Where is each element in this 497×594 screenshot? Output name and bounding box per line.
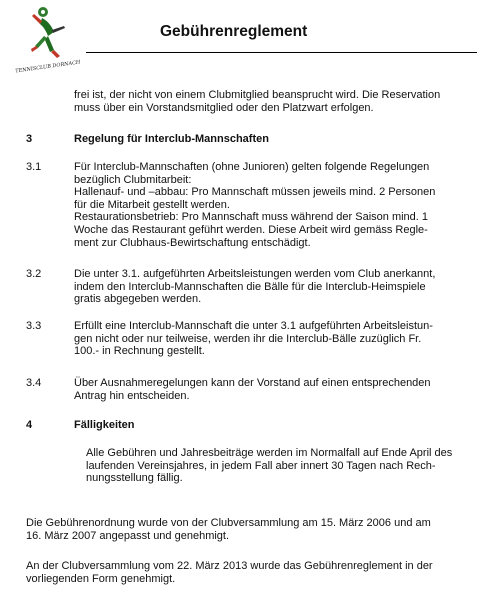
section-3-heading: Regelung für Interclub-Mannschaften — [74, 133, 269, 145]
item-3-3-text — [74, 320, 476, 358]
closing-paragraph-1 — [26, 517, 476, 542]
item-3-1-text — [74, 161, 476, 249]
tennis-player-icon — [31, 7, 65, 58]
text-line: An der Clubversammlung vom 22. März 2013 wurde das Gebührenreglement in der — [26, 560, 433, 572]
text-line: laufenden Vereinsjahres, in jedem Fall aber innert 30 Tagen nach Rech- — [86, 459, 436, 472]
item-3-2-text — [74, 268, 476, 306]
text-line: vorliegenden Form genehmigt. — [26, 572, 176, 585]
text-line: 100.- in Rechnung gestellt. — [74, 345, 205, 358]
intro-paragraph — [74, 89, 476, 114]
closing-paragraph-2 — [26, 560, 476, 585]
text-line: Restaurationsbetrieb: Pro Mannschaft muss während der Saison mind. 1 — [74, 211, 429, 224]
text-line: gratis abgegeben werden. — [74, 293, 202, 306]
item-3-4-number: 3.4 — [26, 377, 42, 389]
section-4-text — [86, 447, 476, 485]
section-4-heading: Fälligkeiten — [74, 419, 135, 431]
text-line: 16. März 2007 angepasst und genehmigt. — [26, 529, 230, 542]
page-title: Gebührenreglement — [160, 23, 308, 40]
text-line: Die unter 3.1. aufgeführten Arbeitsleistungen werden vom Club anerkannt, — [74, 268, 436, 280]
item-3-3-number: 3.3 — [26, 320, 42, 332]
text-line: frei ist, der nicht von einem Clubmitglied beansprucht wird. Die Reservation — [74, 89, 441, 101]
text-line: Die Gebührenordnung wurde von der Clubversammlung am 15. März 2006 und am — [26, 517, 431, 529]
text-line: muss über ein Vorstandsmitglied oder den Platzwart erfolgen. — [74, 101, 374, 114]
section-3-number: 3 — [26, 133, 33, 145]
text-line: Erfüllt eine Interclub-Mannschaft die unter 3.1 aufgeführten Arbeitsleistun- — [74, 320, 433, 332]
text-line: Hallenauf- und –abbau: Pro Mannschaft müssen jeweils mind. 2 Personen — [74, 186, 436, 199]
text-line: Woche das Restaurant geführt werden. Diese Arbeit wird gemäss Regle- — [74, 223, 428, 236]
item-3-2-number: 3.2 — [26, 268, 42, 280]
logo-text: TENNISCLUB DORNACH — [14, 59, 81, 75]
section-4-number: 4 — [26, 419, 33, 431]
text-line: gen nicht oder nur teilweise, werden ihr die Interclub-Bälle zuzüglich Fr. — [74, 332, 422, 345]
text-line: Antrag hin entscheiden. — [74, 389, 190, 402]
text-line: bezüglich Clubmitarbeit: — [74, 173, 192, 186]
text-line: für die Mitarbeit gestellt werden. — [74, 198, 230, 211]
text-line: nungsstellung fällig. — [86, 472, 183, 485]
text-line: Über Ausnahmeregelungen kann der Vorstand auf einen entsprechenden — [74, 377, 431, 389]
item-3-4-text — [74, 377, 476, 402]
text-line: Alle Gebühren und Jahresbeiträge werden im Normalfall auf Ende April des — [86, 447, 453, 459]
header-rule — [86, 52, 477, 53]
text-line: ment zur Clubhaus-Bewirtschaftung entschädigt. — [74, 236, 311, 249]
text-line: Für Interclub-Mannschaften (ohne Junioren) gelten folgende Regelungen — [74, 161, 430, 173]
item-3-1-number: 3.1 — [26, 161, 42, 173]
text-line: indem den Interclub-Mannschaften die Bälle für die Interclub-Heimspiele — [74, 280, 426, 293]
club-logo — [14, 2, 81, 76]
